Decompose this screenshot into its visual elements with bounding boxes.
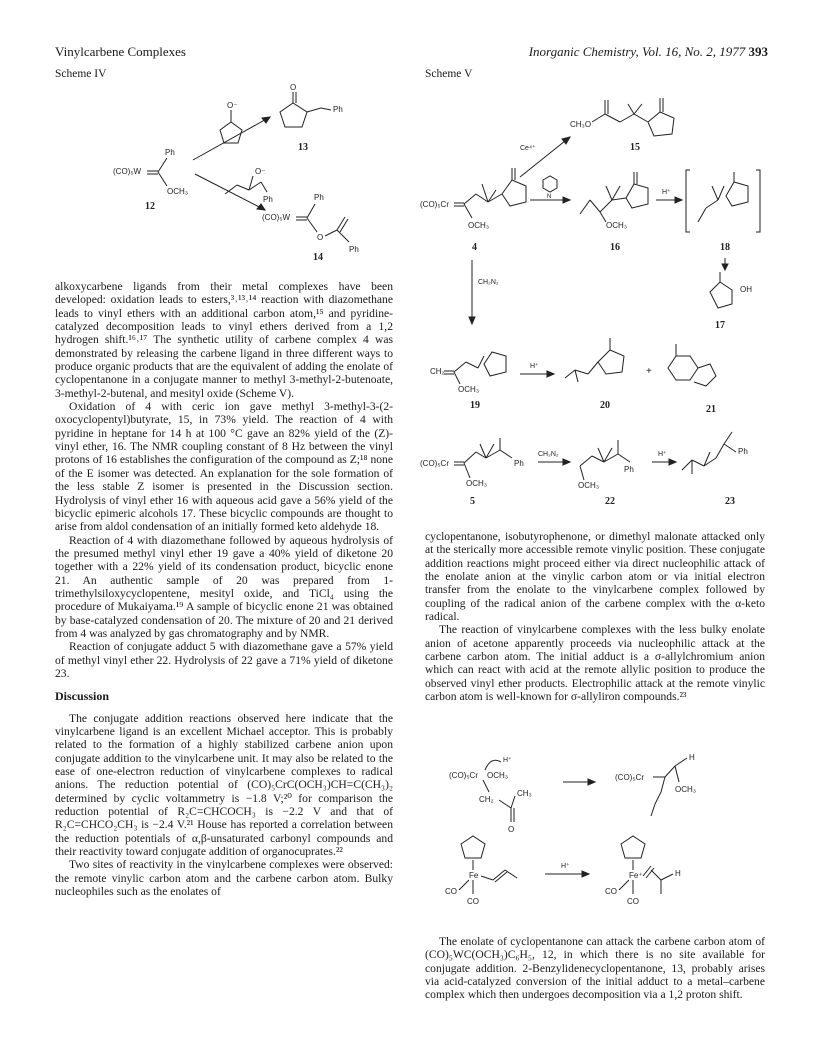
scheme-v-figure bbox=[420, 82, 765, 522]
ch2-group: CH₂ bbox=[430, 367, 445, 376]
acid-reagent: H⁺ bbox=[658, 451, 667, 458]
cr-co5-group: (CO)₅Cr bbox=[449, 771, 478, 780]
paragraph: The reaction of vinylcarbene complexes with the less bulky enolate anion of acetone apparently proceeds via nucleophilic attack at the carbene carbon atom. The initial adduct is a σ-allylchromium anion which can react with acid at the remote allylic position to produce the observed vinyl ether products. Electrophilic attack at the remote vinylic carbon atom is well-known for σ-allyliron compounds.²³ bbox=[425, 623, 765, 704]
carbonyl-ligand: CO bbox=[605, 887, 617, 896]
carbonyl-ligand: CO bbox=[467, 897, 479, 906]
compound-22-label: 22 bbox=[605, 496, 615, 507]
och3-group: OCH₃ bbox=[487, 771, 509, 780]
compound-16-label: 16 bbox=[610, 242, 620, 253]
paragraph: Two sites of reactivity in the vinylcarbene complexes were observed: the remote vinylic carbon atom and the carbene carbon atom. Bulky nucleophiles such as the enolates of bbox=[55, 858, 393, 899]
och3-group: OCH₃ bbox=[458, 385, 480, 394]
diazomethane-reagent: CH₂N₂ bbox=[478, 279, 499, 286]
scheme-v-label: Scheme V bbox=[425, 68, 473, 80]
paragraph: alkoxycarbene ligands from their metal complexes have been developed: oxidation leads to esters,³˒¹³˒¹⁴ reaction with diazomethane leads to vinyl ethers with an additional carbon atom,¹⁵ and pyridine-catalyzed decomposition leads to vinyl ethers derived from a 1,2 hydrogen shift.¹⁶˒¹⁷ The synthetic utility of carbene complex 4 was demonstrated by releasing the carbene ligand in three different ways to produce organic products that are the equivalent of adding the enolate of cyclopentanone in a conjugate manner to methyl 3-methyl-2-butenoate, 3-methyl-2-butenal, and mesityl oxide (Scheme V). bbox=[55, 280, 393, 400]
och3-group: OCH₃ bbox=[468, 221, 490, 230]
right-column-bottom bbox=[425, 935, 765, 1002]
compound-19-label: 19 bbox=[470, 400, 480, 411]
ch2-group: CH₂ bbox=[479, 795, 494, 804]
compound-12-label: 12 bbox=[145, 201, 155, 212]
och3-group: OCH₃ bbox=[167, 187, 189, 196]
journal-citation: Inorganic Chemistry, Vol. 16, No. 2, 1977 bbox=[528, 44, 746, 59]
ph-group: Ph bbox=[738, 447, 748, 456]
compound-20-label: 20 bbox=[600, 400, 610, 411]
compound-5-label: 5 bbox=[470, 496, 475, 507]
compound-13-label: 13 bbox=[298, 142, 308, 153]
cr-co5-group: (CO)₅Cr bbox=[420, 459, 449, 468]
carbonyl-ligand: CO bbox=[627, 897, 639, 906]
ether-oxygen: O bbox=[317, 233, 324, 242]
paragraph: The conjugate addition reactions observed here indicate that the vinylcarbene ligand is an excellent Michael acceptor. This is probably related to the formation of a highly stabilized carbene anion upon conjugate addition to the vinylcarbene unit. It may also be related to the ease of one-electron reduction of vinylcarbene complexes to radical anions. The reduction potential of (CO)₅CrC(OCH₃)CH=C(CH₃)₂ determined by cyclic voltammetry is −1.8 V;²⁰ for comparison the reduction potential of R₂C=CHCOCH₃ is −2.2 V and that of R₂C=CHCO₂CH₃ is −2.4 V.²¹ House has reported a correlation between the reduction potentials of α,β-unsaturated carbonyl compounds and their reactivity toward conjugate addition of organocuprates.²² bbox=[55, 711, 393, 859]
compound-21-label: 21 bbox=[706, 404, 716, 415]
och3-group: OCH₃ bbox=[578, 481, 600, 490]
enolate-oxygen: O⁻ bbox=[227, 101, 238, 110]
cr-co5-group: (CO)₅Cr bbox=[615, 773, 644, 782]
ph-group: Ph bbox=[514, 459, 524, 468]
compound-14-label: 14 bbox=[313, 252, 323, 262]
scheme-iv-label: Scheme IV bbox=[55, 68, 107, 80]
acid-reagent: H⁺ bbox=[662, 189, 671, 196]
ph-group: Ph bbox=[263, 195, 273, 204]
ph-group: Ph bbox=[624, 465, 634, 474]
paragraph: Reaction of conjugate adduct 5 with diazomethane gave a 57% yield of methyl vinyl ether 22. Hydrolysis of 22 gave a 71% yield of diketone 23. bbox=[55, 640, 393, 680]
ketone-oxygen: O bbox=[290, 83, 297, 92]
ketone-oxygen: O bbox=[508, 825, 515, 834]
paragraph: Oxidation of 4 with ceric ion gave methyl 3-methyl-3-(2-oxocyclopentyl)butyrate, 15, in 73% yield. The reaction of 4 with pyridine in heptane for 14 h at 100 °C gave an 82% yield of the (Z)-vinyl ether, 16. The NMR coupling constant of 8 Hz between the vinyl protons of 16 establishes the configuration of the compound as Z;¹⁸ none of the E isomer was detected. An explanation for the sole formation of the less stable Z isomer is presented in the Discussion section. Hydrolysis of vinyl ether 16 with aqueous acid gave a 56% yield of the bicyclic epimeric alcohols 17. These bicyclic compounds are thought to arise from aldol condensation of an initially formed keto aldehyde 18. bbox=[55, 400, 393, 534]
ph-group: Ph bbox=[333, 105, 343, 114]
left-column bbox=[55, 280, 393, 898]
hydroxyl-group: OH bbox=[740, 285, 752, 294]
scheme-iv-figure bbox=[55, 82, 415, 262]
ph-group: Ph bbox=[165, 148, 175, 157]
och3-group: OCH₃ bbox=[466, 479, 488, 488]
och3-group: OCH₃ bbox=[675, 785, 697, 794]
enolate-oxygen-2: O⁻ bbox=[255, 167, 266, 176]
compound-23-label: 23 bbox=[725, 496, 735, 507]
hydrogen: H bbox=[689, 753, 695, 762]
ceric-reagent: Ce⁴⁺ bbox=[520, 145, 536, 152]
ch3-group: CH₃ bbox=[517, 789, 532, 798]
page-number: 393 bbox=[748, 44, 768, 59]
paragraph: cyclopentanone, isobutyrophenone, or dimethyl malonate attacked only at the sterically more accessible remote vinylic position. These conjugate addition reactions might proceed either via direct nucleophilic attack of the enolate anion at the vinylic carbon atom or via initial electron transfer from the enolate to the vinylcarbene complex followed by coupling of the radical anion of the carbene complex with the α-keto radical. bbox=[425, 530, 765, 624]
carbonyl-ligand: CO bbox=[445, 887, 457, 896]
acid-reagent: H⁺ bbox=[530, 363, 539, 370]
compound-4-label: 4 bbox=[472, 242, 477, 253]
w-co5-group: (CO)₅W bbox=[113, 167, 142, 176]
running-header-right bbox=[529, 44, 768, 60]
pyridine-n: N bbox=[547, 194, 552, 200]
hydrogen: H bbox=[675, 869, 681, 878]
ph-group: Ph bbox=[349, 245, 359, 254]
compound-18-label: 18 bbox=[720, 242, 730, 253]
compound-17-label: 17 bbox=[715, 320, 725, 331]
right-column-top bbox=[425, 530, 765, 703]
running-header-left: Vinylcarbene Complexes bbox=[55, 44, 186, 59]
allyl-iron-scheme bbox=[425, 752, 765, 924]
compound-15-label: 15 bbox=[630, 142, 640, 153]
cr-co5-group: (CO)₅Cr bbox=[420, 200, 449, 209]
paragraph: The enolate of cyclopentanone can attack the carbene carbon atom of (CO)₅WC(OCH₃)C₆H₅, 12, in which there is no site available for conjugate addition. 2-Benzylidenecyclopentanone, 13, probably arises via acid-catalyzed conversion of the initial adduct to a metal–carbene complex which then undergoes decomposition via a 1,2 proton shift. bbox=[425, 935, 765, 1002]
diazomethane-reagent: CH₂N₂ bbox=[538, 451, 559, 458]
och3-group: OCH₃ bbox=[606, 221, 628, 230]
ph-group: Ph bbox=[314, 193, 324, 202]
svg-text:+: + bbox=[646, 366, 652, 377]
ch3o-group: CH₃O bbox=[570, 120, 592, 129]
proton: H⁺ bbox=[561, 863, 570, 870]
w-co5-group-14: (CO)₅W bbox=[262, 213, 291, 222]
iron-cation: Fe⁺ bbox=[629, 871, 643, 880]
section-heading-discussion: Discussion bbox=[55, 689, 110, 704]
iron-atom: Fe bbox=[469, 871, 479, 880]
proton: H⁺ bbox=[503, 757, 512, 764]
paragraph: Reaction of 4 with diazomethane followed by aqueous hydrolysis of the presumed methyl vinyl ether 19 gave a 40% yield of diketone 20 together with a 22% yield of its condensation product, bicyclic enone 21. An authentic sample of 20 was prepared from 1-trimethylsiloxycyclopentene, mesityl oxide, and TiCl₄ using the procedure of Mukaiyama.¹⁹ A sample of bicyclic enone 21 was obtained by base-catalyzed condensation of 20. The mixture of 20 and 21 derived from 4 was analyzed by gas chromatography and by NMR. bbox=[55, 533, 393, 640]
